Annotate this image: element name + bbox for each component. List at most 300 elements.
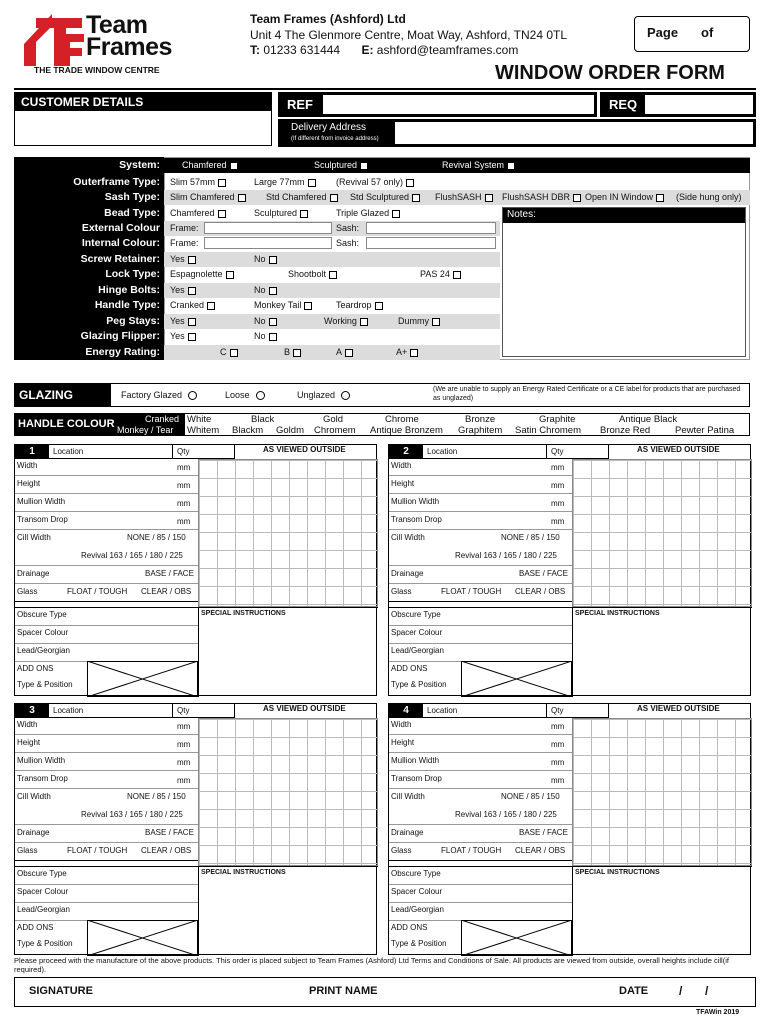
special-label: SPECIAL INSTRUCTIONS — [575, 610, 660, 617]
divider — [15, 866, 198, 867]
opt-screw-no[interactable] — [254, 252, 277, 267]
glass-options-2[interactable]: CLEAR / OBS — [515, 587, 566, 596]
revival-options[interactable]: Revival 163 / 165 / 180 / 225 — [81, 810, 183, 819]
drainage-options[interactable]: BASE / FACE — [145, 828, 194, 837]
label-handle-type: Handle Type: — [94, 299, 160, 311]
opt-label: Cranked — [170, 300, 205, 310]
terms-text: Please proceed with the manufacture of the above products. This order is placed subject to Team Frames (Ashford) Ltd Terms and Conditions of Sale. All products are viewed from outside, overall heights include cill(if required). — [14, 956, 729, 974]
qty-label: Qty — [551, 706, 564, 715]
opt-triple-glazed[interactable] — [336, 206, 400, 221]
checkbox[interactable] — [188, 287, 196, 295]
opt-label: Unglazed — [297, 390, 336, 400]
addons-label: ADD ONS — [17, 923, 54, 932]
opt-energy-a[interactable] — [336, 345, 353, 360]
qty-field[interactable] — [547, 704, 609, 718]
mullion-label: Mullion Width — [17, 497, 66, 506]
hc-antique-bronzem[interactable]: Antique Bronzem — [370, 425, 443, 436]
height-label: Height — [17, 738, 41, 747]
checkbox[interactable] — [410, 349, 418, 357]
glass-options-1[interactable]: FLOAT / TOUGH — [441, 587, 502, 596]
opt-flipper-yes[interactable] — [170, 329, 196, 344]
qty-field[interactable] — [547, 445, 609, 459]
opt-energy-a-plus[interactable] — [396, 345, 418, 360]
glass-label: Glass — [17, 846, 38, 855]
checkbox[interactable] — [269, 333, 277, 341]
opt-revival-57[interactable] — [336, 175, 414, 190]
qty-field[interactable] — [173, 704, 235, 718]
hc-bronze-red[interactable]: Bronze Red — [600, 425, 651, 436]
drainage-options[interactable]: BASE / FACE — [145, 569, 194, 578]
hc-chromem[interactable]: Chromem — [314, 425, 356, 436]
row-external-colour — [164, 221, 500, 236]
checkbox[interactable] — [188, 256, 196, 264]
location-field[interactable] — [423, 445, 547, 459]
revival-options[interactable]: Revival 163 / 165 / 180 / 225 — [455, 551, 557, 560]
delivery-input[interactable] — [395, 122, 753, 144]
opt-bead-sculptured[interactable] — [254, 206, 308, 221]
as-viewed-label: AS VIEWED OUTSIDE — [263, 445, 346, 454]
radio[interactable] — [341, 391, 350, 400]
delivery-label: Delivery Address — [291, 122, 367, 133]
width-label: Width — [17, 461, 38, 470]
email-value: ashford@teamframes.com — [376, 43, 519, 57]
opt-flushsash[interactable] — [435, 190, 493, 205]
checkbox[interactable] — [269, 318, 277, 326]
width-label: Width — [391, 720, 412, 729]
addons-crossbox[interactable] — [461, 920, 572, 956]
title-divider — [14, 88, 756, 90]
ref-input[interactable] — [323, 95, 594, 114]
hc-satin-chromem[interactable]: Satin Chromem — [515, 425, 581, 436]
signature-input[interactable] — [115, 980, 305, 1004]
label-glazing-flipper: Glazing Flipper: — [80, 330, 160, 342]
divider — [389, 565, 572, 566]
divider — [389, 529, 572, 530]
hc-antique-black[interactable]: Antique Black — [619, 414, 678, 425]
divider — [389, 475, 572, 476]
label-sash-type: Sash Type: — [104, 191, 160, 203]
addons-label: ADD ONS — [391, 923, 428, 932]
window-card-2 — [388, 444, 751, 696]
obscure-label: Obscure Type — [391, 869, 441, 878]
drawing-grid[interactable] — [572, 459, 752, 607]
opt-label: A+ — [396, 347, 408, 357]
cill-label: Cill Width — [391, 533, 425, 542]
hc-gold[interactable]: Gold — [323, 414, 344, 425]
mullion-mm: mm — [177, 499, 191, 508]
obscure-label: Obscure Type — [17, 869, 67, 878]
location-label: Location — [427, 706, 458, 715]
lead-label: Lead/Georgian — [17, 905, 70, 914]
location-label: Location — [53, 447, 84, 456]
glass-options-1[interactable]: FLOAT / TOUGH — [67, 587, 128, 596]
row-handle-type — [164, 298, 500, 313]
height-label: Height — [391, 738, 415, 747]
checkbox[interactable] — [392, 210, 400, 218]
checkbox[interactable] — [308, 179, 316, 187]
window-number: 4 — [389, 704, 423, 718]
divider — [15, 601, 198, 602]
divider — [15, 529, 198, 530]
opt-label: Slim Chamfered — [170, 192, 235, 202]
special-instructions-box[interactable] — [572, 866, 752, 956]
row-energy-rating — [164, 345, 500, 360]
divider — [389, 902, 572, 903]
opt-system-sculptured[interactable] — [314, 158, 368, 173]
hc-blackm[interactable]: Blackm — [232, 425, 264, 436]
req-input[interactable] — [645, 95, 753, 114]
divider — [389, 601, 572, 602]
req-field[interactable] — [600, 92, 756, 117]
ext-frame-input[interactable] — [204, 222, 332, 234]
company-name: Team Frames (Ashford) Ltd — [250, 12, 406, 26]
row-bead-type — [164, 206, 500, 221]
opt-label: Espagnolette — [170, 269, 223, 279]
checkbox[interactable] — [406, 179, 414, 187]
hc-bronze[interactable]: Bronze — [465, 414, 496, 425]
checkbox[interactable] — [453, 271, 461, 279]
print-name-input[interactable] — [393, 980, 613, 1004]
divider — [15, 625, 198, 626]
signature-label: SIGNATURE — [29, 985, 93, 997]
drainage-label: Drainage — [391, 569, 424, 578]
label-bead-type: Bead Type: — [104, 207, 160, 219]
mullion-mm: mm — [551, 758, 565, 767]
addons-crossbox[interactable] — [461, 661, 572, 697]
opt-label: Yes — [170, 285, 185, 295]
checkbox[interactable] — [188, 318, 196, 326]
drawing-grid[interactable] — [572, 718, 752, 866]
drainage-label: Drainage — [17, 569, 50, 578]
checkbox[interactable] — [207, 302, 215, 310]
checkbox[interactable] — [485, 194, 493, 202]
addons-label: ADD ONS — [17, 664, 54, 673]
as-viewed-label: AS VIEWED OUTSIDE — [637, 704, 720, 713]
int-frame-label: Frame: — [170, 238, 199, 248]
label-outerframe: Outerframe Type: — [73, 176, 160, 188]
opt-unglazed[interactable] — [297, 390, 350, 400]
drainage-label: Drainage — [17, 828, 50, 837]
divider — [389, 842, 572, 843]
opt-loose[interactable] — [225, 390, 265, 400]
row-peg-stays — [164, 314, 500, 329]
cill-label: Cill Width — [391, 792, 425, 801]
opt-bead-chamfered[interactable] — [170, 206, 226, 221]
logo-team-text: Team — [86, 11, 148, 39]
opt-shootbolt[interactable] — [288, 267, 337, 282]
cill-options[interactable]: NONE / 85 / 150 — [501, 792, 560, 801]
int-frame-input[interactable] — [204, 237, 332, 249]
checkbox[interactable] — [300, 210, 308, 218]
checkbox[interactable] — [230, 349, 238, 357]
revival-options[interactable]: Revival 163 / 165 / 180 / 225 — [455, 810, 557, 819]
opt-flushsash-dbr[interactable] — [502, 190, 581, 205]
special-instructions-box[interactable] — [198, 607, 378, 697]
glass-options-1[interactable]: FLOAT / TOUGH — [441, 846, 502, 855]
checkbox[interactable] — [238, 194, 246, 202]
as-viewed-label: AS VIEWED OUTSIDE — [637, 445, 720, 454]
drawing-grid[interactable] — [198, 459, 378, 607]
divider — [15, 902, 198, 903]
drawing-grid[interactable] — [198, 718, 378, 866]
checkbox[interactable] — [360, 318, 368, 326]
width-mm: mm — [177, 722, 191, 731]
divider — [15, 770, 198, 771]
divider — [15, 842, 198, 843]
customer-details-heading: CUSTOMER DETAILS — [15, 93, 271, 111]
print-name-label: PRINT NAME — [309, 985, 378, 997]
opt-slim-57[interactable] — [170, 175, 226, 190]
label-screw-retainer: Screw Retainer: — [80, 253, 160, 265]
divider — [15, 607, 198, 608]
spacer-label: Spacer Colour — [17, 628, 69, 637]
opt-screw-yes[interactable] — [170, 252, 196, 267]
checkbox[interactable] — [375, 302, 383, 310]
opt-label: FlushSASH DBR — [502, 192, 571, 202]
company-contact — [250, 43, 518, 57]
checkbox[interactable] — [188, 333, 196, 341]
checkbox[interactable] — [230, 162, 238, 170]
ext-sash-input[interactable] — [366, 222, 496, 234]
window-number: 1 — [15, 445, 49, 459]
divider — [389, 866, 572, 867]
opt-flipper-no[interactable] — [254, 329, 277, 344]
opt-label: Revival System — [442, 160, 505, 170]
notes-box[interactable] — [502, 207, 746, 357]
opt-hinge-yes[interactable] — [170, 283, 196, 298]
page-number-box[interactable] — [634, 16, 750, 52]
opt-label: A — [336, 347, 343, 357]
divider — [15, 583, 198, 584]
divider — [389, 770, 572, 771]
checkbox[interactable] — [329, 271, 337, 279]
hc-black[interactable]: Black — [251, 414, 275, 425]
glass-options-1[interactable]: FLOAT / TOUGH — [67, 846, 128, 855]
date-label: DATE — [619, 985, 649, 997]
radio[interactable] — [256, 391, 265, 400]
opt-system-revival[interactable] — [442, 158, 515, 173]
opt-label: Yes — [170, 316, 185, 326]
spacer-label: Spacer Colour — [391, 628, 443, 637]
delivery-note: (If different from invoice address) — [291, 136, 379, 142]
checkbox[interactable] — [269, 256, 277, 264]
form-code: TFAWin 2019 — [696, 1009, 740, 1016]
of-label: of — [701, 25, 714, 40]
checkbox[interactable] — [345, 349, 353, 357]
opt-label: Working — [324, 316, 357, 326]
logo-tagline: THE TRADE WINDOW CENTRE — [34, 65, 160, 75]
opt-espagnolette[interactable] — [170, 267, 234, 282]
width-mm: mm — [551, 722, 565, 731]
opt-peg-no[interactable] — [254, 314, 277, 329]
checkbox[interactable] — [226, 271, 234, 279]
label-lock-type: Lock Type: — [105, 268, 160, 280]
row-screw-retainer — [164, 252, 500, 267]
opt-label: Teardrop — [336, 300, 372, 310]
opt-label: (Revival 57 only) — [336, 177, 404, 187]
special-instructions-box[interactable] — [572, 607, 752, 697]
drainage-options[interactable]: BASE / FACE — [519, 828, 568, 837]
checkbox[interactable] — [218, 210, 226, 218]
special-instructions-box[interactable] — [198, 866, 378, 956]
opt-label: Sculptured — [254, 208, 298, 218]
handle-colour-heading: HANDLE COLOUR — [15, 414, 115, 435]
cill-label: Cill Width — [17, 792, 51, 801]
height-mm: mm — [177, 481, 191, 490]
type-position-label: Type & Position — [17, 680, 73, 689]
window-number: 2 — [389, 445, 423, 459]
qty-label: Qty — [177, 447, 190, 456]
width-label: Width — [17, 720, 38, 729]
addons-crossbox[interactable] — [87, 661, 198, 697]
company-address: Unit 4 The Glenmore Centre, Moat Way, Ashford, TN24 0TL — [250, 28, 568, 42]
opt-label: C — [220, 347, 227, 357]
obscure-label: Obscure Type — [391, 610, 441, 619]
opt-std-sculptured[interactable] — [350, 190, 420, 205]
width-mm: mm — [551, 463, 565, 472]
opt-hinge-no[interactable] — [254, 283, 277, 298]
opt-open-in-window[interactable] — [585, 190, 664, 205]
opt-working[interactable] — [324, 314, 368, 329]
mullion-mm: mm — [177, 758, 191, 767]
spacer-label: Spacer Colour — [391, 887, 443, 896]
opt-label: Yes — [170, 331, 185, 341]
checkbox[interactable] — [269, 287, 277, 295]
delivery-address-field[interactable] — [278, 119, 756, 147]
qty-field[interactable] — [173, 445, 235, 459]
spacer-label: Spacer Colour — [17, 887, 69, 896]
opt-label: Chamfered — [170, 208, 215, 218]
divider — [389, 788, 572, 789]
notes-heading: Notes: — [503, 208, 745, 223]
opt-energy-b[interactable] — [284, 345, 301, 360]
label-external-colour: External Colour — [81, 222, 160, 234]
hc-graphitem[interactable]: Graphitem — [458, 425, 503, 436]
label-system: System: — [119, 159, 160, 171]
ext-frame-label: Frame: — [170, 223, 199, 233]
hc-cranked: Cranked — [145, 414, 180, 424]
opt-factory-glazed[interactable] — [121, 390, 197, 400]
divider — [389, 734, 572, 735]
opt-label: No — [254, 254, 266, 264]
lead-label: Lead/Georgian — [391, 905, 444, 914]
addons-crossbox[interactable] — [87, 920, 198, 956]
transom-label: Transom Drop — [391, 774, 442, 783]
hc-white[interactable]: White — [187, 414, 212, 425]
logo-frames-text: Frames — [86, 33, 172, 61]
opt-teardrop[interactable] — [336, 298, 383, 313]
opt-pas24[interactable] — [420, 267, 461, 282]
checkbox[interactable] — [507, 162, 515, 170]
obscure-label: Obscure Type — [17, 610, 67, 619]
row-internal-colour — [164, 236, 500, 251]
divider — [389, 752, 572, 753]
qty-label: Qty — [177, 706, 190, 715]
label-energy-rating: Energy Rating: — [85, 346, 160, 358]
opt-large-77[interactable] — [254, 175, 316, 190]
height-label: Height — [17, 479, 41, 488]
opt-slim-chamfered[interactable] — [170, 190, 246, 205]
int-sash-input[interactable] — [366, 237, 496, 249]
glass-options-2[interactable]: CLEAR / OBS — [141, 846, 192, 855]
cill-options[interactable]: NONE / 85 / 150 — [127, 792, 186, 801]
checkbox[interactable] — [330, 194, 338, 202]
mullion-label: Mullion Width — [17, 756, 66, 765]
checkbox[interactable] — [573, 194, 581, 202]
glass-options-2[interactable]: CLEAR / OBS — [141, 587, 192, 596]
checkbox[interactable] — [293, 349, 301, 357]
radio[interactable] — [188, 391, 197, 400]
location-field[interactable] — [423, 704, 547, 718]
hc-graphite[interactable]: Graphite — [539, 414, 576, 425]
opt-dummy[interactable] — [398, 314, 440, 329]
hc-goldm[interactable]: Goldm — [276, 425, 304, 436]
form-title: WINDOW ORDER FORM — [495, 62, 725, 84]
checkbox[interactable] — [218, 179, 226, 187]
location-field[interactable] — [49, 445, 173, 459]
opt-label: PAS 24 — [420, 269, 450, 279]
hc-chrome[interactable]: Chrome — [385, 414, 419, 425]
window-card-4 — [388, 703, 751, 955]
opt-energy-c[interactable] — [220, 345, 238, 360]
checkbox[interactable] — [432, 318, 440, 326]
tel-value: 01233 631444 — [263, 43, 341, 57]
label-peg-stays: Peg Stays: — [106, 315, 160, 327]
hc-pewter-patina[interactable]: Pewter Patina — [675, 425, 735, 436]
row-glazing-flipper — [164, 329, 500, 344]
transom-mm: mm — [177, 517, 191, 526]
opt-label: Triple Glazed — [336, 208, 390, 218]
cill-options[interactable]: NONE / 85 / 150 — [501, 533, 560, 542]
glass-label: Glass — [391, 587, 412, 596]
window-card-1 — [14, 444, 377, 696]
divider — [15, 734, 198, 735]
opt-label: FlushSASH — [435, 192, 482, 202]
opt-monkey-tail[interactable] — [254, 298, 312, 313]
opt-peg-yes[interactable] — [170, 314, 196, 329]
checkbox[interactable] — [304, 302, 312, 310]
revival-options[interactable]: Revival 163 / 165 / 180 / 225 — [81, 551, 183, 560]
divider — [15, 788, 198, 789]
drainage-options[interactable]: BASE / FACE — [519, 569, 568, 578]
signature-bar — [14, 977, 756, 1007]
row-lock-type — [164, 267, 500, 282]
fields-column — [389, 459, 572, 697]
qty-label: Qty — [551, 447, 564, 456]
cill-options[interactable]: NONE / 85 / 150 — [127, 533, 186, 542]
opt-label: No — [254, 316, 266, 326]
location-field[interactable] — [49, 704, 173, 718]
opt-cranked[interactable] — [170, 298, 215, 313]
height-mm: mm — [551, 740, 565, 749]
fields-column — [15, 459, 198, 697]
checkbox[interactable] — [360, 162, 368, 170]
checkbox[interactable] — [656, 194, 664, 202]
mullion-label: Mullion Width — [391, 497, 440, 506]
special-label: SPECIAL INSTRUCTIONS — [201, 869, 286, 876]
glass-options-2[interactable]: CLEAR / OBS — [515, 846, 566, 855]
opt-label: No — [254, 285, 266, 295]
opt-label: Factory Glazed — [121, 390, 183, 400]
ref-field[interactable] — [278, 92, 597, 117]
row-outerframe — [164, 175, 750, 190]
opt-system-chamfered[interactable] — [182, 158, 238, 173]
hc-whitem[interactable]: Whitem — [187, 425, 220, 436]
opt-label: Loose — [225, 390, 250, 400]
customer-details-box[interactable] — [14, 92, 272, 146]
opt-std-chamfered[interactable] — [266, 190, 338, 205]
checkbox[interactable] — [412, 194, 420, 202]
